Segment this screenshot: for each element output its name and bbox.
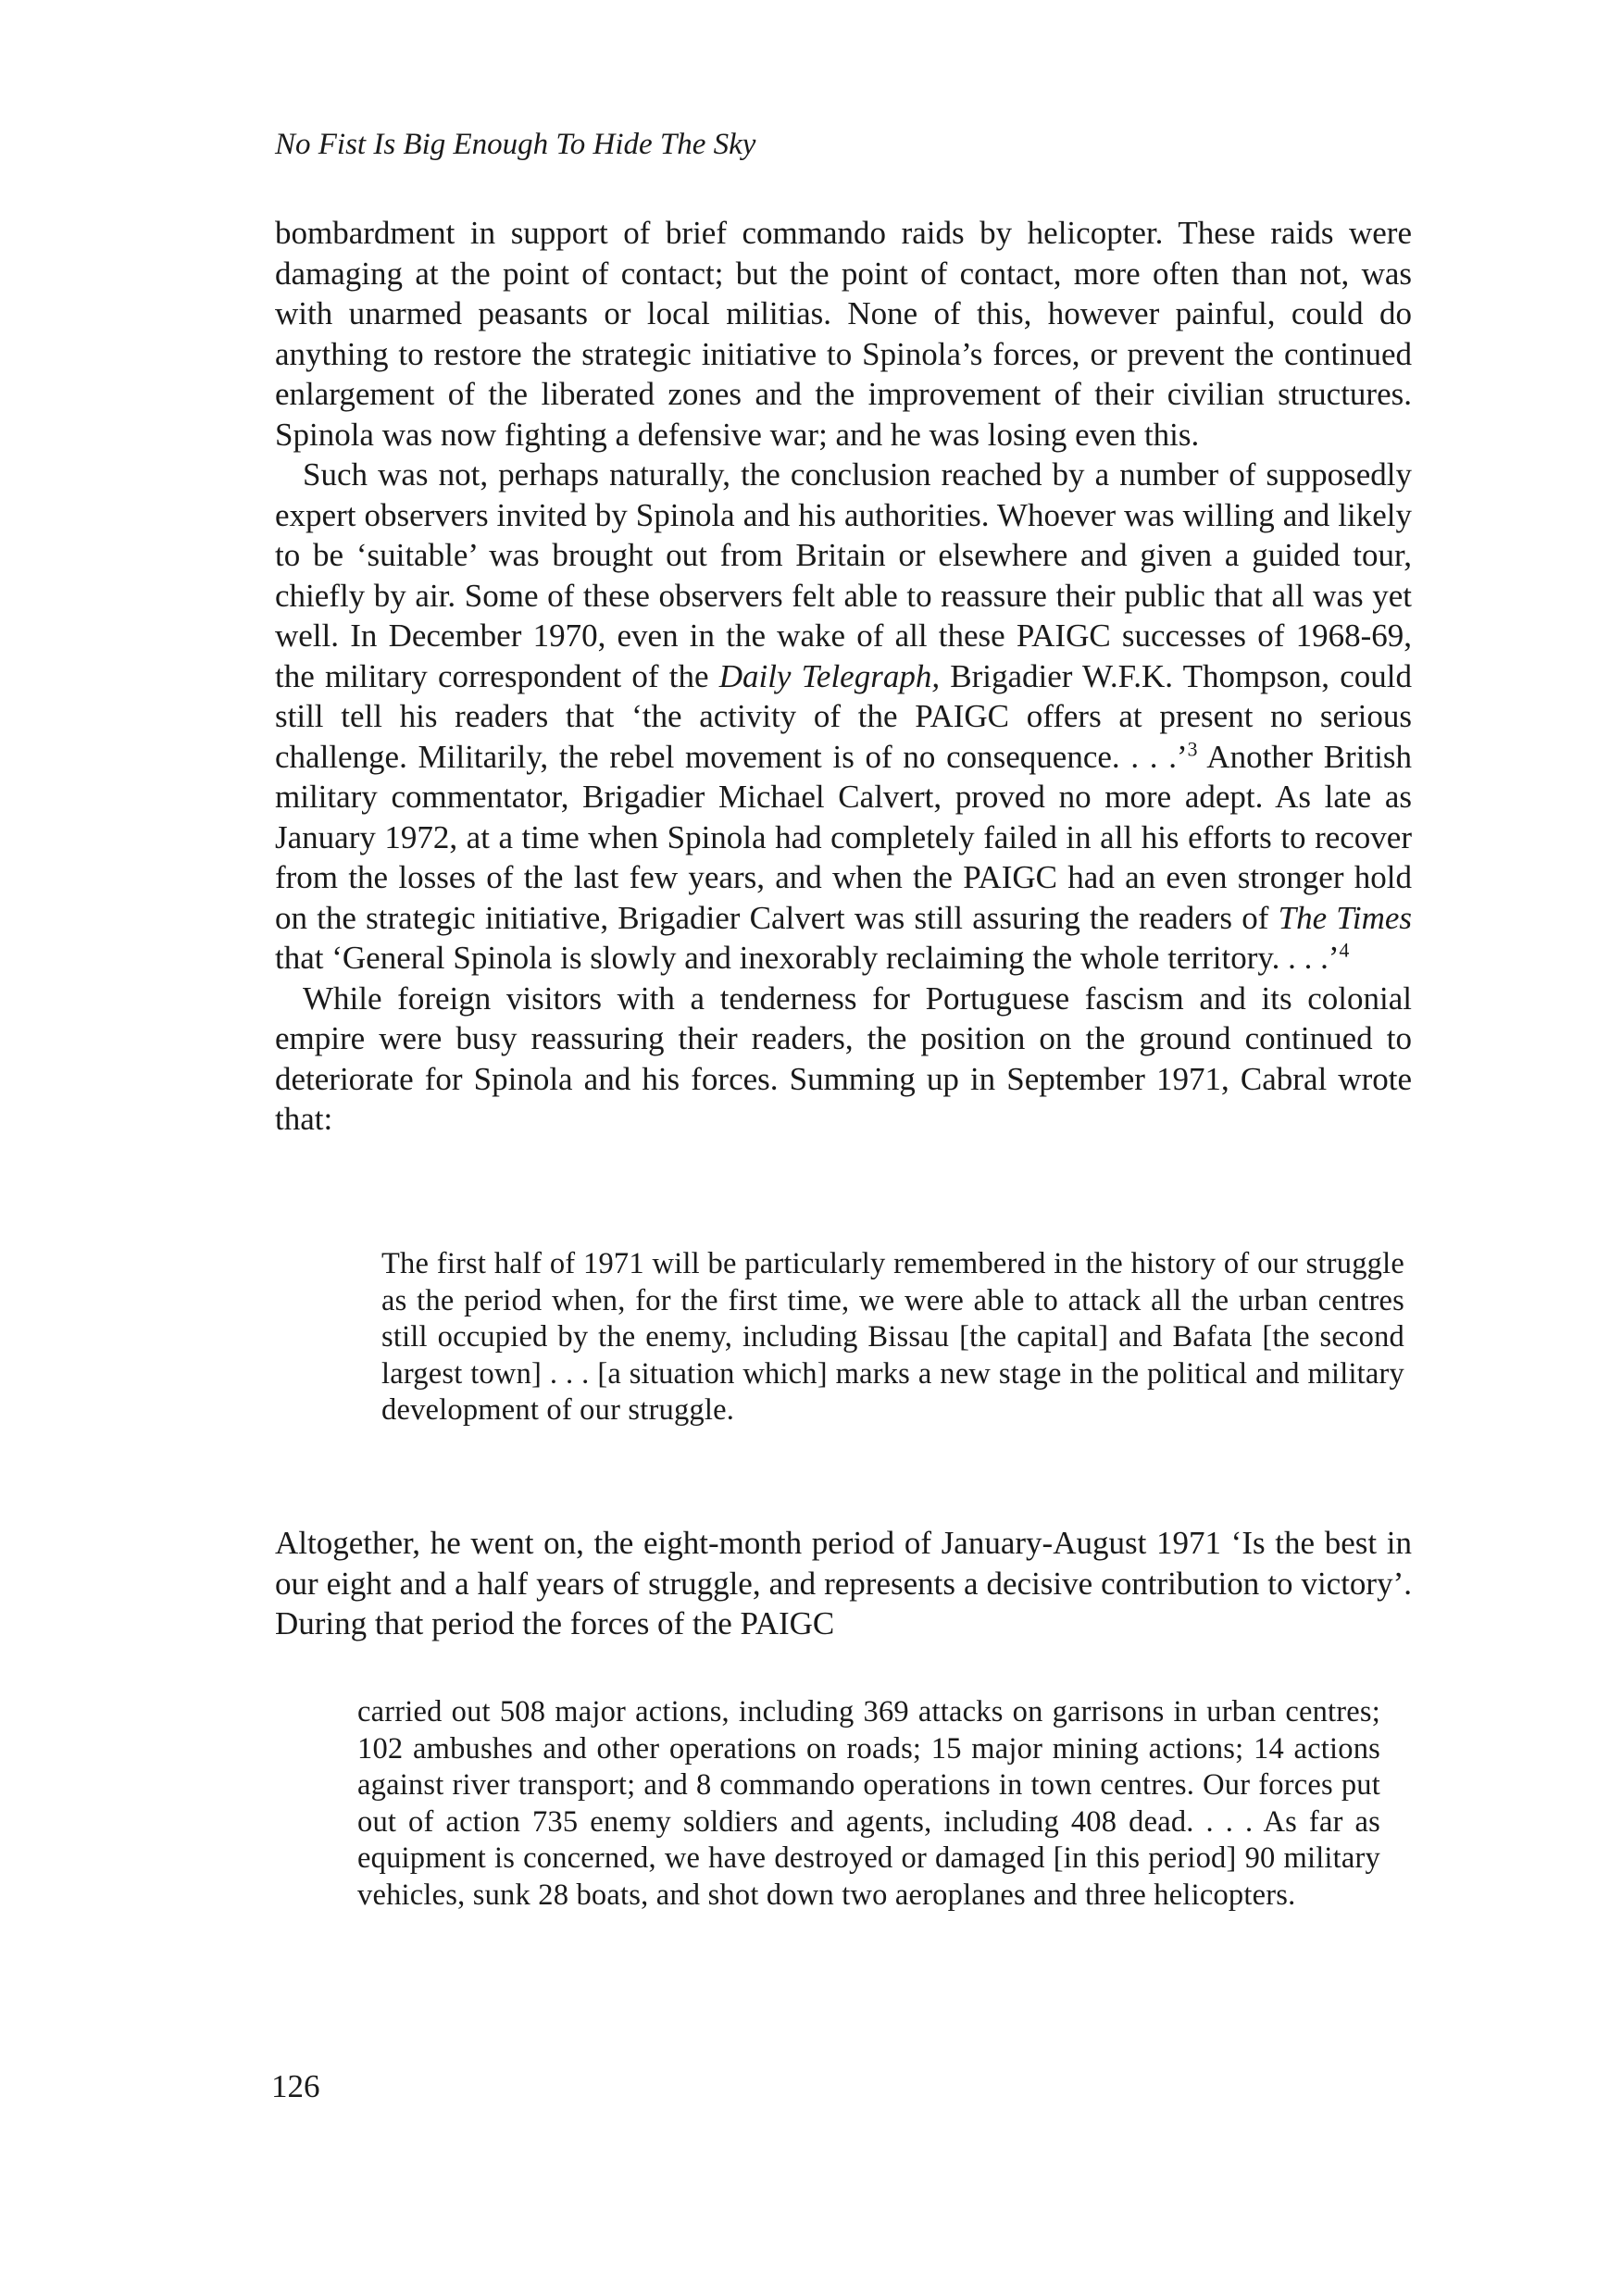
block-quote-1 bbox=[381, 1246, 1404, 1429]
paragraph-1: bombardment in support of brief commando raids by helicopter. These raids were damaging at the point of contact; but the point of contact, more often than not, was with unarmed peasants or local militias. None of this, however painful, could do anything to restore the strategic initiative to Spinola’s forces, or prevent the continued enlargement of the liberated zones and the improvement of their civilian structures. Spinola was now fighting a defensive war; and he was losing even this. bbox=[275, 215, 1412, 453]
body-block-1 bbox=[275, 213, 1412, 1140]
paragraph-2-text-b: Brigadier W.F.K. Thompson, could still tell his readers that ‘the activity of the PAIGC offers at present no serious challenge. Militarily, the rebel movement is of no consequence. . . .’ bbox=[275, 657, 1412, 775]
block-quote-2 bbox=[357, 1694, 1380, 1914]
footnote-ref-3: 3 bbox=[1187, 737, 1198, 760]
running-head: No Fist Is Big Enough To Hide The Sky bbox=[275, 128, 756, 161]
newspaper-title-the-times: The Times bbox=[1278, 899, 1412, 936]
body-block-2 bbox=[275, 1523, 1412, 1644]
paragraph-3: While foreign visitors with a tenderness for Portuguese fascism and its colonial empire were busy reassuring their readers, the position on the ground continued to deteriorate for Spinola and his forces. Summing up in September 1971, Cabral wrote that: bbox=[275, 980, 1412, 1137]
paragraph-2-text-a: Such was not, perhaps naturally, the conclusion reached by a number of supposedly expert observers invited by Spinola and his authorities. Whoever was willing and likely to be ‘suitable’ was brought out from Britain or elsewhere and given a guided tour, chiefly by air. Some of these observers felt able to reassure their public that all was yet well. In December 1970, even in the wake of all these PAIGC successes of 1968-69, the military correspondent of the bbox=[275, 456, 1412, 694]
page-number: 126 bbox=[271, 2068, 320, 2104]
block-quote-2-text: carried out 508 major actions, including 369 attacks on garrisons in urban centres; 102 ambushes and other operations on roads; 15 major mining actions; 14 actions against river transport; and 8 commando operations in town centres. Our forces put out of action 735 enemy soldiers and agents, including 408 dead. . . . As far as equipment is concerned, we have destroyed or damaged [in this period] 90 military vehicles, sunk 28 boats, and shot down two aeroplanes and three helicopters. bbox=[357, 1695, 1380, 1912]
footnote-ref-4: 4 bbox=[1339, 939, 1350, 962]
paragraph-2-text-c: Another British military commentator, Brigadier Michael Calvert, proved no more adept. As late as January 1972, at a time when Spinola had completely failed in all his efforts to recover from the losses of the last few years, and when the PAIGC had an even stronger hold on the strategic initiative, Brigadier Calvert was still assuring the readers of bbox=[275, 738, 1412, 936]
paragraph-2 bbox=[275, 455, 1412, 979]
paragraph-2-text-d: that ‘General Spinola is slowly and inexorably reclaiming the whole territory. . . .’ bbox=[275, 940, 1340, 976]
newspaper-title-daily-telegraph: Daily Telegraph, bbox=[718, 657, 941, 694]
block-quote-1-text: The first half of 1971 will be particularly remembered in the history of our struggle as the period when, for the first time, we were able to attack all the urban centres still occupied by the enemy, including Bissau [the capital] and Bafata [the second largest town] . . . [a situation which] marks a new stage in the political and military development of our struggle. bbox=[381, 1247, 1404, 1427]
paragraph-4: Altogether, he went on, the eight-month period of January-August 1971 ‘Is the best in our eight and a half years of struggle, and represents a decisive contribution to victory’. During that period the forces of the PAIGC bbox=[275, 1525, 1412, 1641]
